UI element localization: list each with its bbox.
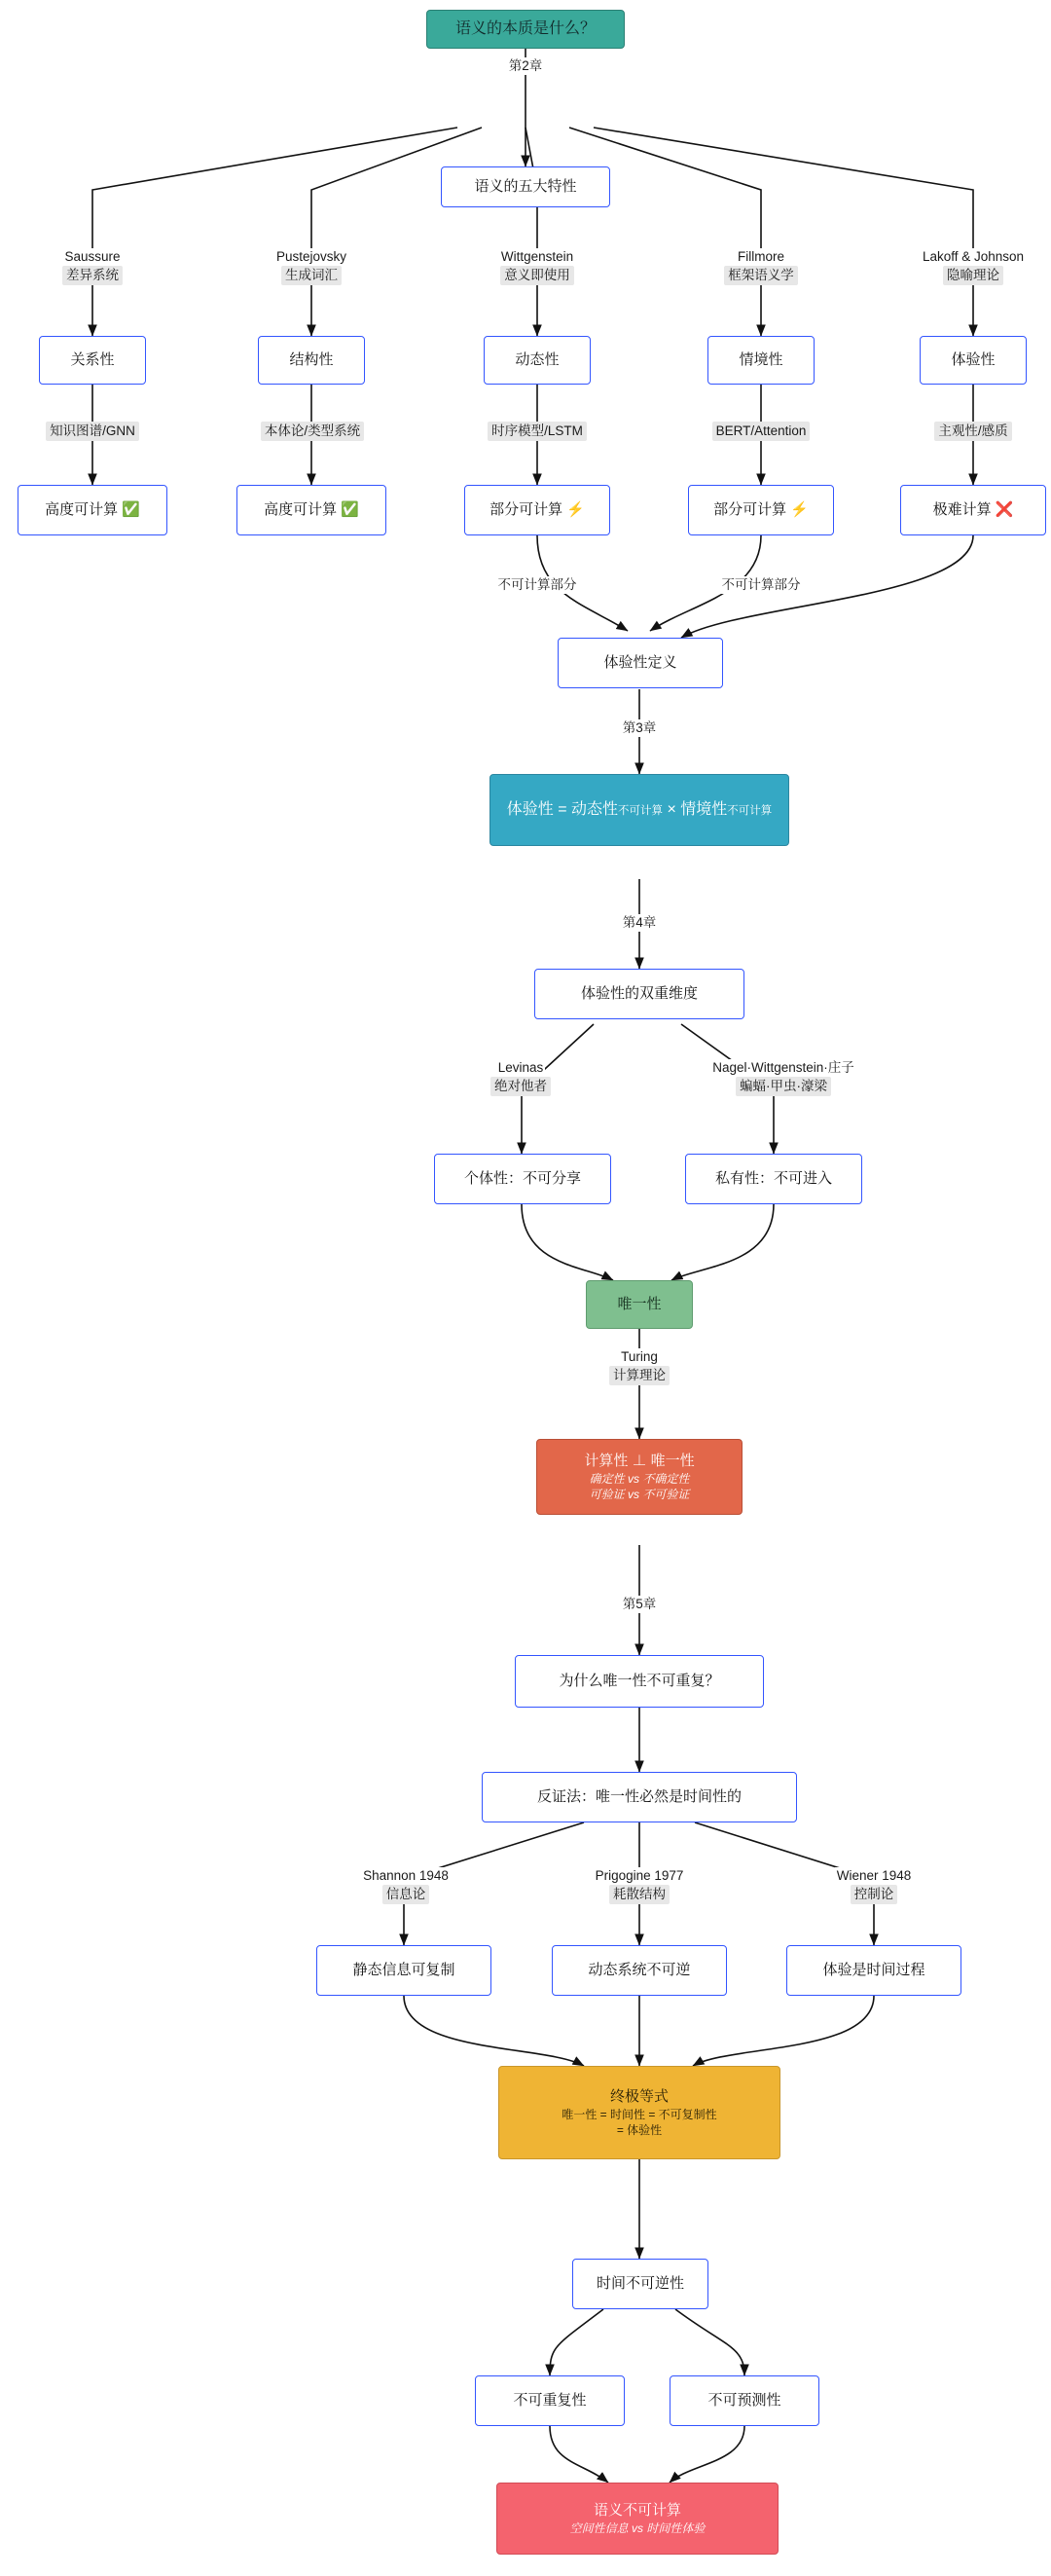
node-feature-relational[interactable]: 关系性 <box>39 336 146 385</box>
node-feature-experiential[interactable]: 体验性 <box>920 336 1027 385</box>
contradiction-title: 计算性 ⊥ 唯一性 <box>584 1452 695 1469</box>
final-equation-line3: = 体验性 <box>616 2123 663 2138</box>
node-feature-dynamic[interactable]: 动态性 <box>484 336 591 385</box>
node-feature-structural[interactable]: 结构性 <box>258 336 365 385</box>
node-individuality[interactable]: 个体性：不可分享 <box>434 1154 611 1204</box>
node-conclusion[interactable] <box>496 2483 779 2555</box>
edge-label-chapter2: 第2章 <box>508 58 543 74</box>
node-computability-partial-1[interactable]: 部分可计算 ⚡ <box>464 485 610 535</box>
edge-label-prigogine: Prigogine 1977 耗散结构 <box>562 1864 717 1907</box>
node-root[interactable] <box>426 10 625 49</box>
node-experientiality-formula[interactable] <box>489 774 789 846</box>
formula-text: 体验性 = 动态性不可计算 × 情境性不可计算 <box>506 801 773 819</box>
edge-label-shannon: Shannon 1948 信息论 <box>328 1864 484 1907</box>
node-dynamic-system-irreversible[interactable]: 动态系统不可逆 <box>552 1945 727 1996</box>
node-unpredictability[interactable]: 不可预测性 <box>670 2375 819 2426</box>
node-counter-proof[interactable]: 反证法：唯一性必然是时间性的 <box>482 1772 797 1822</box>
conclusion-title: 语义不可计算 <box>593 2501 681 2519</box>
edge-label-wittgenstein: Wittgenstein 意义即使用 <box>474 245 600 288</box>
edge-label-uncomputable-left: 不可计算部分 <box>497 577 577 593</box>
final-equation-title: 终极等式 <box>609 2087 669 2105</box>
node-computability-high-2[interactable]: 高度可计算 ✅ <box>236 485 386 535</box>
node-why-unique[interactable]: 为什么唯一性不可重复？ <box>515 1655 764 1708</box>
node-feature-situational[interactable]: 情境性 <box>707 336 815 385</box>
edge-label-chapter4: 第4章 <box>622 915 657 931</box>
node-root-label: 语义的本质是什么？ <box>454 20 596 38</box>
node-contradiction[interactable] <box>536 1439 743 1515</box>
edge-label-uncomputable-right: 不可计算部分 <box>721 577 801 593</box>
edge-label-saussure: Saussure 差异系统 <box>29 245 156 288</box>
contradiction-line3: 可验证 vs 不可验证 <box>589 1488 690 1502</box>
node-computability-partial-2[interactable]: 部分可计算 ⚡ <box>688 485 834 535</box>
node-privacy[interactable]: 私有性：不可进入 <box>685 1154 862 1204</box>
edge-label-method-lstm: 时序模型/LSTM <box>459 421 615 442</box>
node-five-features[interactable] <box>441 166 610 207</box>
contradiction-line2: 确定性 vs 不确定性 <box>589 1471 690 1486</box>
edge-label-fillmore: Fillmore 框架语义学 <box>698 245 824 288</box>
node-experience-is-temporal[interactable]: 体验是时间过程 <box>786 1945 961 1996</box>
edge-label-method-kg: 知识图谱/GNN <box>15 421 170 442</box>
node-static-info-copyable[interactable]: 静态信息可复制 <box>316 1945 491 1996</box>
edge-label-turing: Turing 计算理论 <box>566 1345 712 1388</box>
edge-label-lakoff: Lakoff & Johnson 隐喻理论 <box>900 245 1046 288</box>
edge-label-method-subjectivity: 主观性/感质 <box>895 421 1051 442</box>
edge-label-chapter3: 第3章 <box>622 720 657 736</box>
node-time-irreversibility[interactable]: 时间不可逆性 <box>572 2259 708 2309</box>
edge-label-levinas: Levinas 绝对他者 <box>448 1056 594 1099</box>
node-computability-high-1[interactable]: 高度可计算 ✅ <box>18 485 167 535</box>
node-final-equation[interactable] <box>498 2066 780 2159</box>
node-experiential-definition[interactable]: 体验性定义 <box>558 638 723 688</box>
node-five-features-label: 语义的五大特性 <box>474 177 577 195</box>
conclusion-line2: 空间性信息 vs 时间性体验 <box>569 2521 706 2536</box>
edge-label-wiener: Wiener 1948 控制论 <box>796 1864 952 1907</box>
edge-label-method-bert: BERT/Attention <box>683 421 839 442</box>
node-non-repeatability[interactable]: 不可重复性 <box>475 2375 625 2426</box>
node-dual-dimension[interactable]: 体验性的双重维度 <box>534 969 744 1019</box>
node-computability-hard[interactable]: 极难计算 ❌ <box>900 485 1046 535</box>
edge-label-chapter5: 第5章 <box>622 1597 657 1612</box>
edge-label-pustejovsky: Pustejovsky 生成词汇 <box>248 245 375 288</box>
edge-label-method-ontology: 本体论/类型系统 <box>228 421 397 442</box>
final-equation-line2: 唯一性 = 时间性 = 不可复制性 <box>562 2107 717 2121</box>
node-uniqueness[interactable]: 唯一性 <box>586 1280 693 1329</box>
edge-label-nagel: Nagel·Wittgenstein·庄子 蝙蝠·甲虫·濠梁 <box>671 1056 895 1099</box>
